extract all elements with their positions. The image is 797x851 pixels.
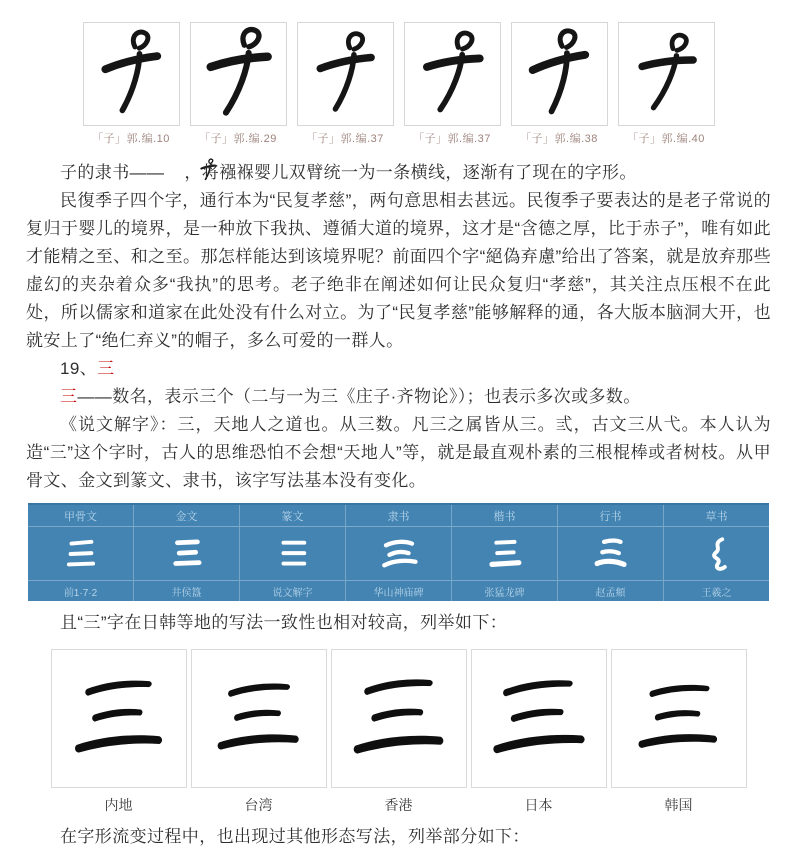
zi-caption: 「子」郭.编.37 — [413, 133, 491, 145]
zi-cursive-image — [511, 22, 608, 126]
zi-cursive-image — [83, 22, 180, 126]
san-region-card — [611, 649, 747, 815]
script-style-header: 金文 — [134, 505, 239, 527]
script-source-label: 赵孟頫 — [558, 580, 663, 601]
script-style-header: 草书 — [664, 505, 769, 527]
paragraph-text: 子的隶书—— — [60, 163, 165, 182]
san-bronze-glyph-image — [134, 527, 239, 580]
paragraph-text: ——数名，表示三个（二与一为三《庄子·齐物论》）；也表示多次或多数。 — [77, 387, 641, 406]
zi-cursive-image — [297, 22, 394, 126]
zi-caption: 「子」郭.编.40 — [627, 133, 705, 145]
heading-number: 19、 — [60, 359, 98, 378]
script-source-label: 说文解字 — [240, 580, 345, 601]
script-source-label: 王羲之 — [664, 580, 769, 601]
san-seal-glyph-image — [240, 527, 345, 580]
san-clerical-glyph-image — [346, 527, 451, 580]
zi-cursive-image — [190, 22, 287, 126]
paragraph-text: ，将襁褓婴儿双臂统一为一条横线，逐渐有了现在的字形。 — [184, 163, 637, 182]
san-regular-glyph-image — [452, 527, 557, 580]
san-region-card — [331, 649, 467, 815]
paragraph-san-definition — [26, 383, 771, 411]
region-label: 日本 — [524, 797, 553, 813]
zi-calligraphy-card — [190, 22, 287, 146]
san-kai-image — [471, 649, 607, 788]
zi-calligraphy-card — [618, 22, 715, 146]
script-column-running — [557, 505, 663, 601]
san-region-card — [191, 649, 327, 815]
region-label: 内地 — [104, 797, 133, 813]
zi-caption: 「子」郭.编.10 — [92, 133, 170, 145]
script-source-label: 井侯簋 — [134, 580, 239, 601]
section-heading-19 — [26, 355, 771, 383]
zi-caption: 「子」郭.编.29 — [199, 133, 277, 145]
script-source-label: 华山神庙碑 — [346, 580, 451, 601]
zi-caption: 「子」郭.编.37 — [306, 133, 384, 145]
san-region-card — [471, 649, 607, 815]
script-style-header: 篆文 — [240, 505, 345, 527]
paragraph-lishu — [26, 158, 771, 187]
san-cursive-glyph-image — [664, 527, 769, 580]
script-column-oracle — [28, 505, 133, 601]
paragraph-laozi-discussion: 民復季子四个字，通行本为“民复孝慈”，两句意思相去甚远。民復季子要表达的是老子常说的复归于婴儿的境界，是一种放下我执、遵循大道的境界，这才是“含德之厚，比于赤子”，唯有如此才能精之至、和之至。那怎样能达到该境界呢？前面四个字“絕偽弃慮”给出了答案，就是放弃那些虚幻的夹杂着众多“我执”的思考。老子绝非在阐述如何让民众复归“孝慈”，其关注点压根不在此处，所以儒家和道家在此处没有什么对立。为了“民复孝慈”能够解释的通，各大版本脑洞大开，也就安上了“绝仁弃义”的帽子，多么可爱的一群人。 — [26, 191, 771, 350]
zi-cursive-image — [618, 22, 715, 126]
script-column-regular — [451, 505, 557, 601]
script-source-label: 前1·7·2 — [28, 580, 133, 601]
inline-cursive-zi-image — [164, 158, 184, 182]
san-region-gallery — [26, 649, 771, 815]
san-oracle-glyph-image — [28, 527, 133, 580]
san-kai-image — [51, 649, 187, 788]
zi-calligraphy-card — [404, 22, 501, 146]
script-style-header: 行书 — [558, 505, 663, 527]
san-kai-image — [191, 649, 327, 788]
script-style-header: 楷书 — [452, 505, 557, 527]
script-style-header: 隶书 — [346, 505, 451, 527]
zi-calligraphy-card — [83, 22, 180, 146]
zi-cursive-image — [404, 22, 501, 126]
zi-calligraphy-card — [511, 22, 608, 146]
region-label: 香港 — [384, 797, 413, 813]
san-kai-image — [331, 649, 467, 788]
zi-calligraphy-gallery — [26, 22, 771, 146]
paragraph-shuowen: 《说文解字》：三，天地人之道也。从三数。凡三之属皆从三。弎，古文三从弋。本人认为造“三”这个字时，古人的思维恐怕不会想“天地人”等，就是最直观朴素的三根棍棒或者树枝。从甲骨文、金文到篆文、隶书，该字写法基本没有变化。 — [26, 415, 771, 490]
heading-character-san: 三 — [97, 359, 115, 378]
zi-calligraphy-card — [297, 22, 394, 146]
script-column-cursive — [663, 505, 769, 601]
region-label: 台湾 — [244, 797, 273, 813]
script-column-bronze — [133, 505, 239, 601]
paragraph-regions-intro: 且“三”字在日韩等地的写法一致性也相对较高，列举如下： — [60, 613, 508, 632]
region-label: 韩国 — [664, 797, 693, 813]
san-kai-image — [611, 649, 747, 788]
script-evolution-table — [28, 503, 769, 601]
san-running-glyph-image — [558, 527, 663, 580]
san-region-card — [51, 649, 187, 815]
script-source-label: 张猛龙碑 — [452, 580, 557, 601]
script-style-header: 甲骨文 — [28, 505, 133, 527]
paragraph-variants-intro: 在字形流变过程中，也出现过其他形态写法，列举部分如下： — [60, 827, 530, 846]
script-column-clerical — [345, 505, 451, 601]
san-lead-character: 三 — [60, 387, 78, 406]
zi-caption: 「子」郭.编.38 — [520, 133, 598, 145]
script-column-seal — [239, 505, 345, 601]
